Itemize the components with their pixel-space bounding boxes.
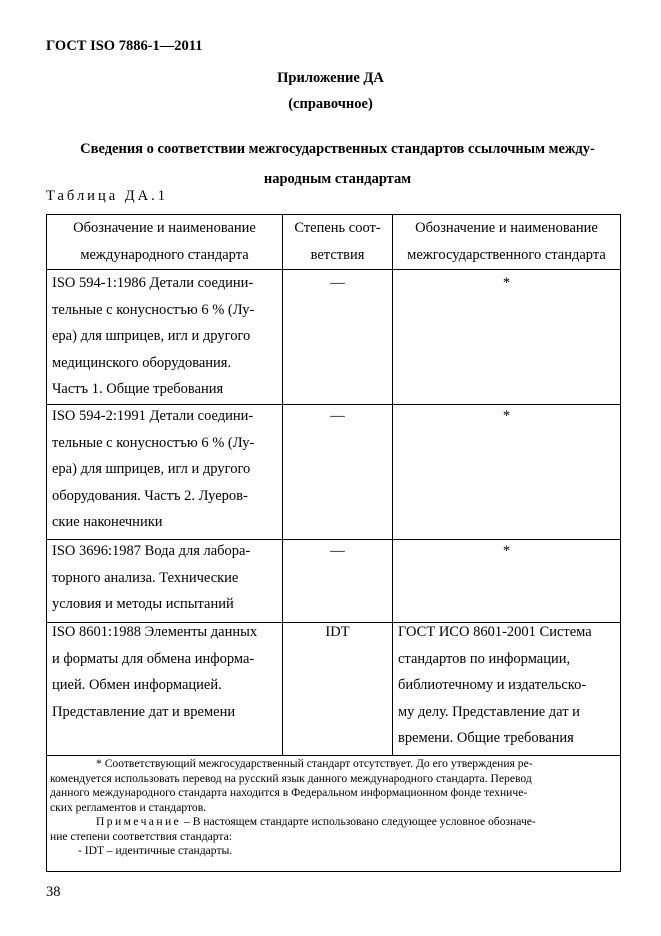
page-number: 38: [46, 884, 61, 900]
section-title: [60, 134, 615, 194]
row-2-degree: —: [330, 408, 345, 424]
row-4-international-standard: ISO 8601:1988 Элементы данных и форматы для обмена информа- цией. Обмен информацией. Представление дат и времени: [52, 624, 258, 720]
table-caption: Таблица ДА.1: [46, 188, 169, 204]
header-international-standard: Обозначение и наименование международного стандарта: [73, 220, 256, 263]
note-label: Примечание: [96, 815, 182, 828]
section-title-text: Сведения о соответствии межгосударственных стандартов ссылочным между- народным стандартам: [80, 141, 595, 187]
annex-title: Приложение ДА: [277, 70, 384, 86]
table-border-right: [620, 214, 621, 872]
row-divider-notes: [46, 755, 621, 756]
row-1-interstate-standard: *: [502, 275, 511, 291]
row-3-international-standard: ISO 3696:1987 Вода для лабора- торного анализа. Технические условия и методы испытаний: [52, 543, 251, 612]
row-3-interstate-standard: *: [502, 543, 511, 559]
row-2-international-standard: ISO 594-2:1991 Детали соедини- тельные с конусностъю 6 % (Лу- ера) для шприцев, игл и другого оборудования. Частъ 2. Луеров- ские наконечники: [52, 408, 255, 530]
row-2-interstate-standard: *: [502, 408, 511, 424]
note-text: – В настоящем стандарте использовано следующее условное обозначе- ние степени соответствия стандарта:: [50, 815, 536, 843]
header-degree-of-correspondence: Степень соот- ветствия: [294, 220, 381, 263]
header-interstate-standard: Обозначение и наименование межгосударственного стандарта: [407, 220, 606, 263]
table-notes: [50, 757, 617, 859]
row-4-degree: IDT: [325, 624, 350, 640]
note: [50, 815, 617, 844]
correspondence-table: [46, 214, 621, 872]
row-3-degree: —: [330, 543, 345, 559]
table-border-left: [46, 214, 47, 872]
document-id: ГОСТ ISO 7886-1—2011: [46, 38, 203, 54]
note-item: - IDT – идентичные стандарты.: [78, 844, 233, 857]
annex-subtitle: (справочное): [288, 96, 373, 112]
row-4-interstate-standard: ГОСТ ИСО 8601-2001 Система стандартов по информации, библиотечному и издательско- му делу. Представление дат и времени. Общие требования: [398, 624, 592, 746]
row-1-international-standard: ISO 594-1:1986 Детали соедини- тельные с конусностъю 6 % (Лу- ера) для шприцев, игл и другого медицинского оборудования. Частъ 1. Общие требования: [52, 275, 255, 397]
table-border-bottom: [46, 871, 621, 872]
footnote: * Соответствующий межгосударственный стандарт отсутствует. До его утверждения ре- комендуется использовать перевод на русский язык данного международного стандарта. Перевод данного международного стандарта находится в Федеральном информационном фонде техниче- ских регламентов и стандартов.: [50, 757, 533, 814]
row-1-degree: —: [330, 275, 345, 291]
